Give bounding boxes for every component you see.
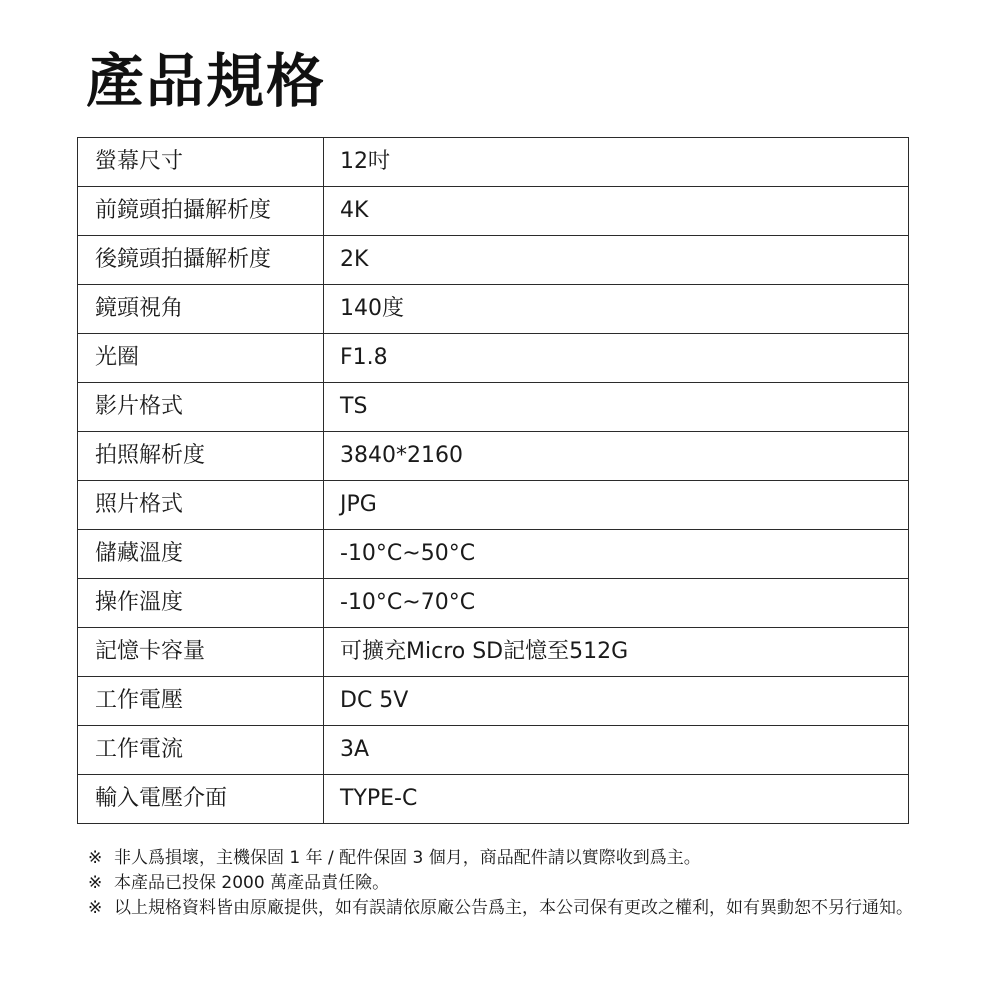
reference-mark-icon: ※ <box>88 873 103 893</box>
spec-label: 鏡頭視角 <box>78 285 324 334</box>
spec-label: 輸入電壓介面 <box>78 775 324 824</box>
page-title: 產品規格 <box>86 47 327 115</box>
reference-mark-icon: ※ <box>88 898 103 918</box>
table-row <box>78 579 909 628</box>
spec-value: 可擴充Micro SD記憶至512G <box>324 628 909 677</box>
spec-label: 操作溫度 <box>78 579 324 628</box>
spec-label: 工作電流 <box>78 726 324 775</box>
table-row <box>78 236 909 285</box>
note-item <box>88 896 918 921</box>
note-item <box>88 846 918 871</box>
table-row <box>78 775 909 824</box>
table-row <box>78 530 909 579</box>
table-row <box>78 481 909 530</box>
spec-value: TYPE-C <box>324 775 909 824</box>
spec-value: F1.8 <box>324 334 909 383</box>
spec-label: 照片格式 <box>78 481 324 530</box>
note-item <box>88 871 918 896</box>
spec-value: 4K <box>324 187 909 236</box>
table-row <box>78 383 909 432</box>
table-row <box>78 334 909 383</box>
spec-value: TS <box>324 383 909 432</box>
table-row <box>78 628 909 677</box>
spec-value: 12吋 <box>324 138 909 187</box>
spec-label: 光圈 <box>78 334 324 383</box>
table-row <box>78 285 909 334</box>
spec-label: 後鏡頭拍攝解析度 <box>78 236 324 285</box>
spec-label: 拍照解析度 <box>78 432 324 481</box>
table-row <box>78 187 909 236</box>
spec-label: 記憶卡容量 <box>78 628 324 677</box>
spec-value: -10°C~70°C <box>324 579 909 628</box>
note-text: 非人爲損壞，主機保固 1 年 / 配件保固 3 個月，商品配件請以實際收到爲主。 <box>114 848 701 868</box>
spec-value: JPG <box>324 481 909 530</box>
spec-label: 螢幕尺寸 <box>78 138 324 187</box>
spec-value: DC 5V <box>324 677 909 726</box>
spec-label: 前鏡頭拍攝解析度 <box>78 187 324 236</box>
spec-table <box>77 137 909 824</box>
spec-value: 3840*2160 <box>324 432 909 481</box>
spec-value: 140度 <box>324 285 909 334</box>
spec-label: 影片格式 <box>78 383 324 432</box>
spec-value: -10°C~50°C <box>324 530 909 579</box>
table-row <box>78 726 909 775</box>
disclaimer-notes <box>88 846 918 921</box>
spec-label: 儲藏溫度 <box>78 530 324 579</box>
spec-label: 工作電壓 <box>78 677 324 726</box>
table-row <box>78 138 909 187</box>
note-text: 以上規格資料皆由原廠提供，如有誤請依原廠公告爲主，本公司保有更改之權利，如有異動恕不另行通知。 <box>114 898 913 918</box>
note-text: 本產品已投保 2000 萬產品責任險。 <box>114 873 390 893</box>
table-row <box>78 432 909 481</box>
reference-mark-icon: ※ <box>88 848 103 868</box>
spec-value: 2K <box>324 236 909 285</box>
table-row <box>78 677 909 726</box>
spec-value: 3A <box>324 726 909 775</box>
